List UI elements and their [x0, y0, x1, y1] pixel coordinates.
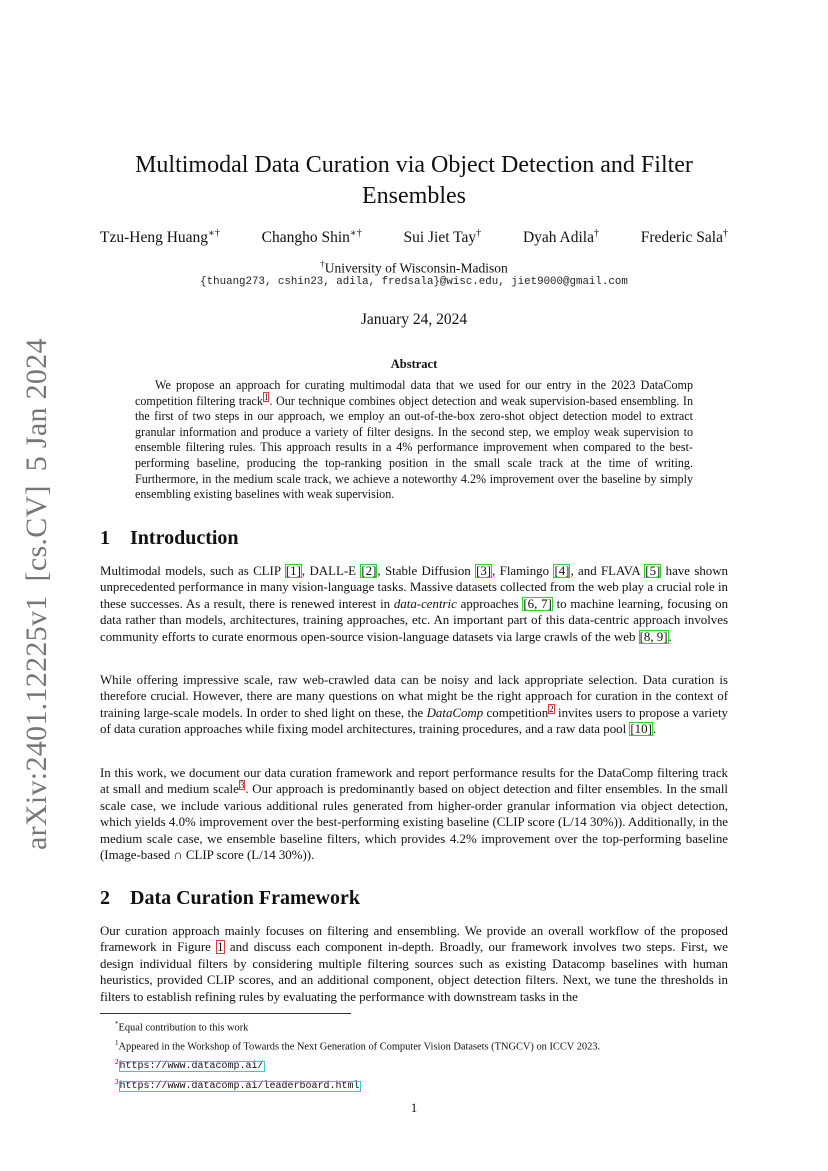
- citation-link[interactable]: [8, 9]: [639, 629, 668, 644]
- footnote-link[interactable]: 1: [263, 391, 269, 402]
- paragraph: Our curation approach mainly focuses on filtering and ensembling. We provide an overall workflow of the proposed framework in Figure 1 and discuss each component in-depth. Broadly, our framework involves two steps. First, we design individual filters by considering multiple filtering sources such as existing Datacomp baselines with human heuristics, provided CLIP scores, and an additional component, object detection filters. Next, we tune the thresholds in filters to establish refining rules by evaluating the performance with downstream tasks in the: [100, 924, 728, 1004]
- author: [262, 228, 362, 247]
- footnote-divider: [100, 1013, 351, 1014]
- paragraph: While offering impressive scale, raw web-crawled data can be noisy and lack appropriate selection. Data curation is therefore crucial. However, there are many questions on what might be the right approach for curation in the context of training large-scale models. In order to shed light on these, the DataComp competition$^2$ invites users to propose a variety of data curation approaches while fixing model architectures, training procedures, and a raw data pool [10].: [100, 673, 728, 737]
- author-list: [100, 228, 728, 247]
- arxiv-identifier-stamp: [10, 338, 64, 850]
- author-name: Frederic Sala: [640, 229, 723, 247]
- affiliation-mark: †: [320, 259, 325, 269]
- paragraph: In this work, we document our data curation framework and report performance results for the DataComp filtering track at small and medium scale$^3$. Our approach is predominantly based on object detection and filter ensembles. In the small scale case, we include various additional rules generated from higher-order granular information via object detection, which yields 4.0% improvement over the best-performing existing baseline (CLIP score (L/14 30%)). Additionally, in the medium scale case, we ensemble baseline filters, which provides 4.2% improvement over the top-performing baseline (Image-based ∩ CLIP score (L/14 30%)).: [100, 766, 728, 863]
- section-number: 1: [100, 527, 110, 549]
- footnote-url-link[interactable]: https://www.datacomp.ai/leaderboard.html: [119, 1081, 360, 1093]
- abstract-heading: Abstract: [390, 357, 438, 371]
- citation-link[interactable]: [5]: [645, 564, 661, 578]
- paper-date: January 24, 2024: [360, 311, 468, 328]
- footnote: $^1$Appeared in the Workshop of Towards the Next Generation of Computer Vision Datasets (TNGCV) on ICCV 2023.: [115, 1038, 601, 1053]
- author-marks: †: [476, 228, 482, 239]
- citation-link[interactable]: [10]: [630, 722, 652, 737]
- citation-link[interactable]: [2]: [361, 564, 377, 578]
- emphasis: data-centric: [393, 596, 457, 611]
- footnote-link[interactable]: 2: [549, 703, 554, 714]
- footnote-url-link[interactable]: https://www.datacomp.ai/: [119, 1061, 264, 1073]
- arxiv-category: [cs.CV]: [20, 485, 53, 582]
- arxiv-date: 5 Jan 2024: [20, 338, 53, 472]
- footnote: $^2$https://www.datacomp.ai/: [115, 1057, 264, 1073]
- author-emails: {thuang273, cshin23, adila, fredsala}@wisc.edu, jiet9000@gmail.com: [200, 276, 628, 288]
- page-number: 1: [410, 1100, 418, 1115]
- footnote: *Equal contribution to this work: [115, 1020, 249, 1034]
- author: [100, 228, 220, 247]
- section-title: Introduction: [130, 527, 239, 549]
- author-name: Dyah Adila: [522, 229, 594, 247]
- author-marks: †: [593, 228, 599, 239]
- affiliation: [100, 259, 728, 277]
- citation-link[interactable]: [3]: [476, 564, 492, 578]
- section-title: Data Curation Framework: [130, 887, 360, 909]
- section-heading-introduction: [100, 527, 239, 550]
- footnote-link[interactable]: 3: [239, 780, 245, 791]
- citation-link[interactable]: [6, 7]: [523, 596, 552, 611]
- abstract-body: We propose an approach for curating multimodal data that we used for our entry in the 2023 DataComp competition filtering track$^1$. Our technique combines object detection and weak supervision-based ensembling. In the first of two steps in our approach, we employ an out-of-the-box zero-shot object detection model to extract granular information and produce a variety of filter designs. In the second step, we employ weak supervision to ensemble filtering rules. This approach results in a 4% performance improvement when compared to the best-performing baseline, producing the top-ranking position in the small scale track at the time of writing. Furthermore, in the medium scale track, we achieve a noteworthy 4.2% improvement over the baseline by simply ensembling existing baselines with weak supervision.: [135, 378, 693, 502]
- title-line-1: Multimodal Data Curation via Object Detection and Filter: [135, 152, 693, 178]
- paragraph: Multimodal models, such as CLIP [1], DALL-E [2], Stable Diffusion [3], Flamingo [4], and FLAVA [5] have shown unprecedented performance in many vision-language tasks. Massive datasets collected from the web play a crucial role in these successes. As a result, there is renewed interest in data-centric approaches [6, 7] to machine learning, focusing on data rather than models, architectures, training approaches, etc. An important part of this data-centric approach involves community efforts to curate enormous open-source vision-language datasets via large crawls of the web [8, 9].: [100, 564, 729, 644]
- author: [523, 228, 599, 247]
- footnotes: [115, 1017, 715, 1095]
- author-marks: ∗†: [349, 228, 362, 239]
- author-name: Tzu-Heng Huang: [100, 229, 209, 247]
- author: [403, 228, 481, 247]
- author-name: Changho Shin: [261, 229, 350, 247]
- section-number: 2: [100, 887, 110, 909]
- emphasis: DataComp: [426, 705, 484, 720]
- title-line-2: Ensembles: [362, 183, 466, 209]
- author: [641, 228, 728, 247]
- affiliation-name: University of Wisconsin-Madison: [324, 260, 508, 276]
- author-name: Sui Jiet Tay: [403, 229, 477, 247]
- figure-link[interactable]: 1: [217, 940, 224, 955]
- arxiv-id: arXiv:2401.12225v1: [20, 595, 53, 850]
- citation-link[interactable]: [1]: [285, 564, 301, 578]
- footnote: $^3$https://www.datacomp.ai/leaderboard.html: [115, 1077, 360, 1093]
- paper-title: [100, 150, 728, 212]
- author-marks: ∗†: [208, 228, 220, 239]
- author-marks: †: [722, 228, 728, 239]
- section-heading-framework: [100, 887, 360, 910]
- citation-link[interactable]: [4]: [554, 564, 570, 578]
